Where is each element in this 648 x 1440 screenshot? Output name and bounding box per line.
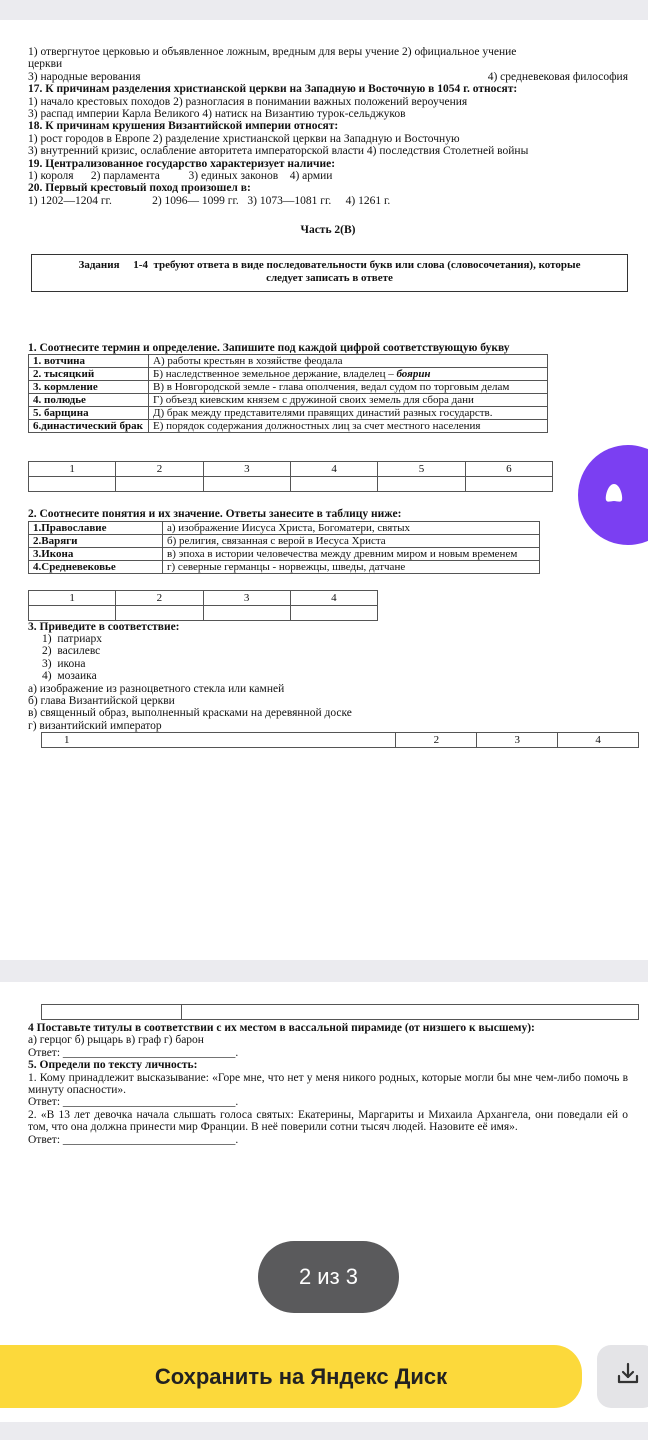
page-2-content — [28, 1004, 628, 1146]
answer-cell — [182, 1005, 639, 1020]
answer-header-cell: 3 — [203, 590, 290, 605]
task-3-options — [28, 683, 628, 733]
term-cell: 2.Варяги — [29, 534, 163, 547]
term-cell: 1. вотчина — [29, 355, 149, 368]
task-2-table — [28, 521, 540, 574]
answer-header-cell: 6 — [465, 462, 552, 477]
table-row — [42, 1005, 639, 1020]
q5-2-answer-line: Ответ: ______________________________. — [28, 1133, 239, 1146]
table-row — [29, 477, 553, 492]
answer-cell — [116, 477, 203, 492]
list-item: 2) василевс — [42, 645, 101, 658]
download-icon — [615, 1361, 641, 1392]
answer-header-cell: 1 — [42, 733, 396, 748]
part-2-instructions-line-2: следует записать в ответе — [266, 271, 393, 284]
task-3-items — [42, 633, 628, 683]
answer-cell — [290, 605, 377, 620]
save-button-label: Сохранить на Яндекс Диск — [154, 1363, 448, 1389]
table-row — [29, 521, 540, 534]
term-cell: 4.Средневековье — [29, 560, 163, 573]
table-row — [29, 547, 540, 560]
q16-options-row — [28, 71, 628, 83]
list-item: г) византийский император — [28, 719, 162, 732]
q18-line-1: 1) рост городов в Европе 2) разделение христианской церкви на Западную и Восточную — [28, 132, 460, 145]
term-cell: 4. полюдье — [29, 394, 149, 407]
q5-2-text: 2. «В 13 лет девочка начала слышать голоса святых: Екатерины, Маргариты и Михаила Архангела, они поведали ей о том, что она должна принести мир Франции. В неё поверили сотни тысяч людей. Назовите её имя». — [28, 1108, 628, 1134]
q19-title: 19. Централизованное государство характеризует наличие: — [28, 157, 336, 170]
q18-title: 18. К причинам крушения Византийской империи относят: — [28, 120, 339, 133]
table-row — [29, 462, 553, 477]
answer-header-cell: 1 — [29, 462, 116, 477]
q17-title: 17. К причинам разделения христианской церкви на Западную и Восточную в 1054 г. относят: — [28, 83, 518, 96]
answer-header-cell: 4 — [290, 462, 377, 477]
task-3-title: 3. Приведите в соответствие: — [28, 620, 180, 633]
q5-title: 5. Определи по тексту личность: — [28, 1059, 198, 1072]
definition-cell: Е) порядок содержания должностных лиц за счет местного населения — [149, 420, 548, 433]
task-2-answer-table — [28, 590, 378, 621]
table-row — [29, 534, 540, 547]
answer-cell — [29, 477, 116, 492]
list-item: 1) патриарх — [42, 632, 102, 645]
task-2-title: 2. Соотнесите понятия и их значение. Ответы занесите в таблицу ниже: — [28, 508, 402, 521]
term-cell: 1.Православие — [29, 521, 163, 534]
definition-cell: б) религия, связанная с верой в Иесуса Христа — [163, 534, 540, 547]
task-1-title: 1. Соотнесите термин и определение. Запишите под каждой цифрой соответствующую букву — [28, 341, 510, 354]
list-item: б) глава Византийской церкви — [28, 694, 175, 707]
task-3-answer-row-continued — [41, 1004, 639, 1020]
q20-options: 1) 1202—1204 гг. 2) 1096— 1099 гг. 3) 1073—1081 гг. 4) 1261 г. — [28, 194, 391, 207]
task-1-table — [28, 354, 548, 433]
answer-header-cell: 2 — [116, 462, 203, 477]
part-2-instructions-line-1: Задания 1-4 требуют ответа в виде последовательности букв или слова (словосочетания), которые — [78, 258, 581, 271]
part-2-title: Часть 2(В) — [300, 224, 356, 237]
q19-options: 1) короля 2) парламента 3) единых законов 4) армии — [28, 170, 333, 183]
definition-cell: г) северные германцы - норвежцы, шведы, датчане — [163, 560, 540, 573]
table-row — [29, 605, 378, 620]
alice-assistant-icon — [600, 479, 628, 512]
q17-line-1: 1) начало крестовых походов 2) разногласия в понимании важных положений вероучения — [28, 95, 468, 108]
q4-title: 4 Поставьте титулы в соответствии с их местом в вассальной пирамиде (от низшего к высшему): — [28, 1022, 535, 1034]
q16-option-3: 3) народные верования — [28, 70, 141, 83]
definition-cell: а) изображение Иисуса Христа, Богоматери, святых — [163, 521, 540, 534]
q16-option-4: 4) средневековая философия — [487, 70, 628, 83]
table-row — [29, 420, 548, 433]
q5-1-answer-line: Ответ: ______________________________. — [28, 1096, 239, 1109]
definition-cell — [149, 368, 548, 381]
page-indicator: 2 из 3 — [258, 1241, 399, 1313]
table-row — [29, 355, 548, 368]
answer-cell — [203, 605, 290, 620]
definition-cell: в) эпоха в истории человечества между древним миром и новым временем — [163, 547, 540, 560]
table-row — [29, 368, 548, 381]
table-row — [29, 394, 548, 407]
answer-cell — [378, 477, 465, 492]
part-2-instructions — [31, 254, 628, 292]
list-item: 4) мозаика — [42, 670, 97, 683]
definition-text: Б) наследственное земельное держание, владелец – — [153, 368, 397, 381]
term-cell: 5. барщина — [29, 407, 149, 420]
answer-header-cell: 3 — [477, 733, 558, 748]
list-item: в) священный образ, выполненный красками на деревянной доске — [28, 707, 352, 720]
page-1-content — [28, 46, 628, 748]
q16-intro-line-2: церкви — [28, 58, 63, 71]
definition-cell: Г) объезд киевским князем с дружиной своих земель для сбора дани — [149, 394, 548, 407]
list-item: а) изображение из разноцветного стекла или камней — [28, 682, 285, 695]
answer-header-cell: 4 — [290, 590, 377, 605]
table-row — [29, 407, 548, 420]
list-item: 3) икона — [42, 657, 86, 670]
term-cell: 2. тысяцкий — [29, 368, 149, 381]
q4-answer-line: Ответ: ______________________________. — [28, 1046, 239, 1059]
q20-title: 20. Первый крестовый поход произошел в: — [28, 182, 251, 195]
task-1-answer-table — [28, 461, 553, 492]
q4-options: а) герцог б) рыцарь в) граф г) барон — [28, 1034, 204, 1047]
table-row — [42, 733, 639, 748]
answer-header-cell: 1 — [29, 590, 116, 605]
answer-header-cell: 3 — [203, 462, 290, 477]
save-to-yandex-disk-button[interactable] — [0, 1345, 582, 1408]
answer-header-cell: 2 — [396, 733, 477, 748]
answer-cell — [290, 477, 377, 492]
download-button[interactable] — [597, 1345, 648, 1408]
table-row — [29, 381, 548, 394]
answer-cell — [29, 605, 116, 620]
answer-cell — [42, 1005, 182, 1020]
answer-cell — [116, 605, 203, 620]
term-cell: 3.Икона — [29, 547, 163, 560]
answer-header-cell: 5 — [378, 462, 465, 477]
answer-header-cell: 2 — [116, 590, 203, 605]
term-cell: 6.династический брак — [29, 420, 149, 433]
q16-intro-line-1: 1) отвергнутое церковью и объявленное ложным, вредным для веры учение 2) официальное учение — [28, 46, 517, 58]
term-cell: 3. кормление — [29, 381, 149, 394]
answer-cell — [203, 477, 290, 492]
definition-cell: А) работы крестьян в хозяйстве феодала — [149, 355, 548, 368]
definition-cell: В) в Новгородской земле - глава ополчения, ведал судом по торговым делам — [149, 381, 548, 394]
q18-line-2: 3) внутренний кризис, ослабление авторитета императорской власти 4) последствия Столетней войны — [28, 145, 529, 158]
answer-header-cell: 4 — [558, 733, 639, 748]
definition-emphasis: боярин — [396, 368, 431, 381]
q17-line-2: 3) распад империи Карла Великого 4) натиск на Византию турок-сельджуков — [28, 108, 406, 121]
q5-1-text: 1. Кому принадлежит высказывание: «Горе мне, что нет у меня никого родных, которые могли бы мне чем-либо помочь в минуту опасности». — [28, 1071, 628, 1097]
document-page-1 — [0, 20, 648, 960]
task-3-answer-table — [41, 732, 639, 748]
table-row — [29, 560, 540, 573]
answer-cell — [465, 477, 552, 492]
definition-cell: Д) брак между представителями правящих династий разных государств. — [149, 407, 548, 420]
table-row — [29, 590, 378, 605]
